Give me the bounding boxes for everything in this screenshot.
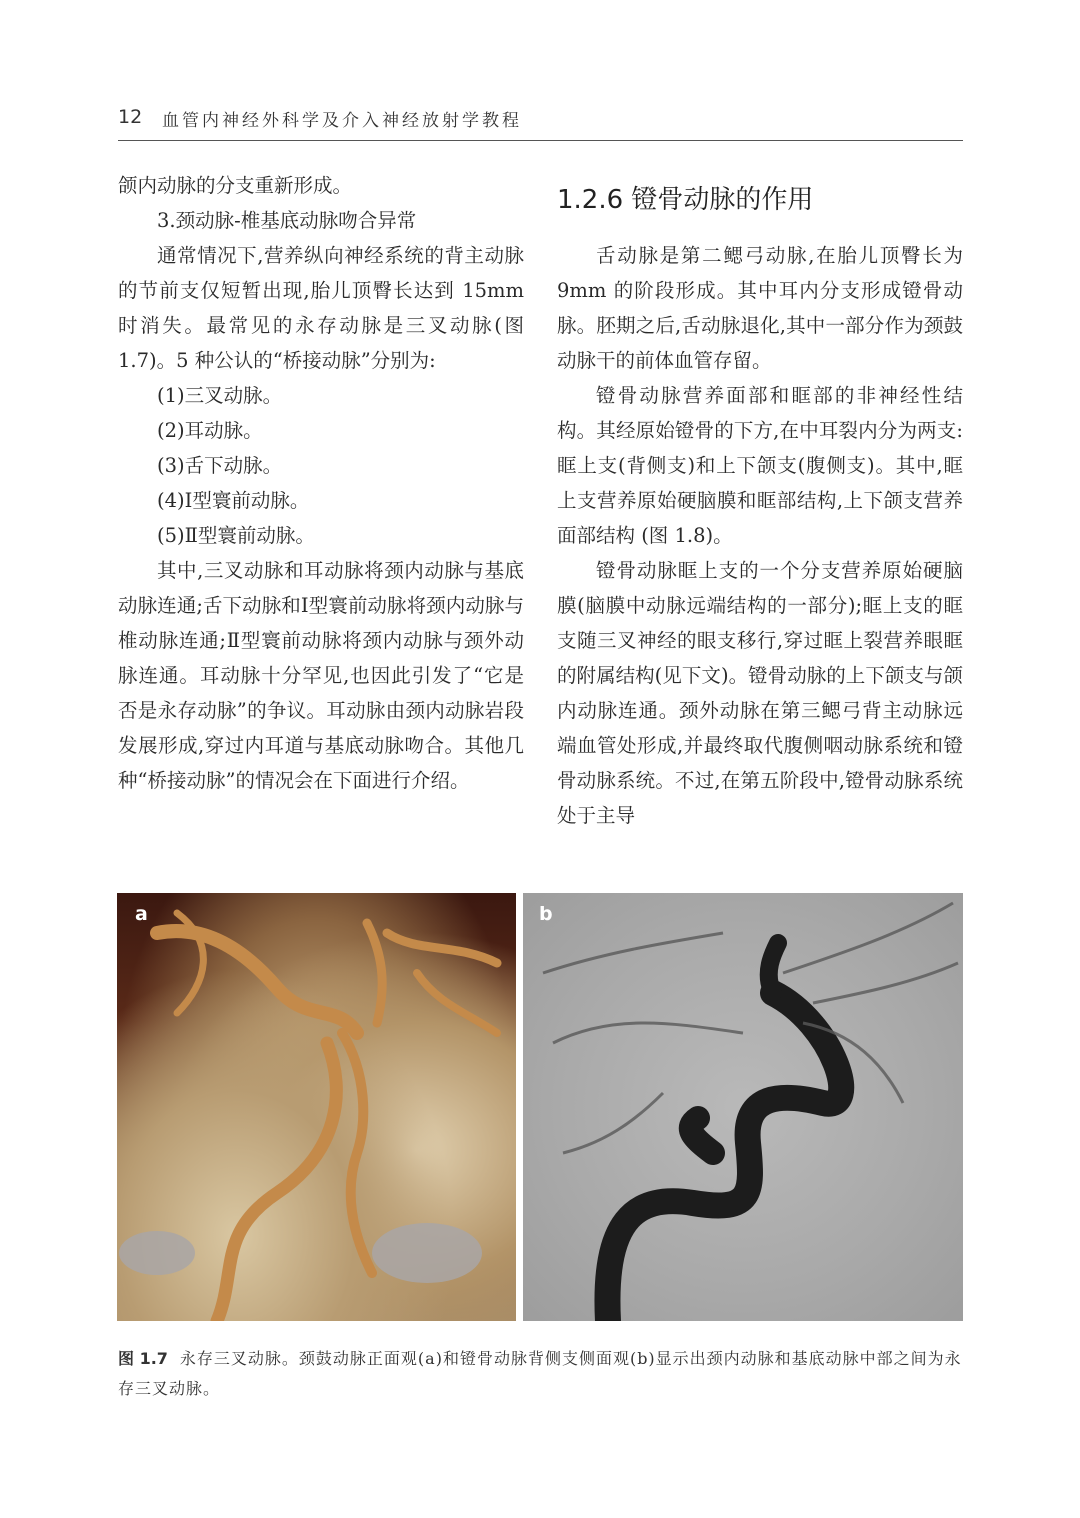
- vessel: [387, 933, 497, 963]
- paragraph: 其中,三叉动脉和耳动脉将颈内动脉与基底动脉连通;舌下动脉和Ⅰ型寰前动脉将颈内动脉与椎动脉连通;Ⅱ型寰前动脉将颈内动脉与颈外动脉连通。耳动脉十分罕见,也因此引发了“它是否是永存动脉”的争议。耳动脉由颈内动脉岩段发展形成,穿过内耳道与基底动脉吻合。其他几种“桥接动脉”的情况会在下面进行介绍。: [118, 559, 524, 792]
- caption-text: 永存三叉动脉。颈鼓动脉正面观(a)和镫骨动脉背侧支侧面观(b)显示出颈内动脉和基底动脉中部之间为永存三叉动脉。: [118, 1349, 962, 1398]
- vessel-branch: [543, 933, 723, 973]
- book-title: 血管内神经外科学及介入神经放射学教程: [162, 111, 522, 131]
- list-item: (1)三叉动脉。: [157, 384, 283, 407]
- list-item: (4)Ⅰ型寰前动脉。: [157, 489, 310, 512]
- vessel-illustration-a: [117, 893, 516, 1321]
- right-column: [557, 168, 963, 833]
- vessel-branch: [563, 1093, 663, 1153]
- vessel: [417, 973, 497, 1033]
- vessel: [367, 923, 382, 1023]
- bone-highlight: [119, 1231, 195, 1275]
- figure-caption: [118, 1344, 966, 1404]
- paragraph: 颌内动脉的分支重新形成。: [118, 174, 353, 197]
- vessel-branch: [813, 963, 958, 1003]
- vessel-branch: [553, 1023, 743, 1043]
- vessel-branch: [783, 903, 953, 973]
- vessel: [217, 1043, 336, 1321]
- artery: [769, 943, 778, 993]
- paragraph: 镫骨动脉眶上支的一个分支营养原始硬脑膜(脑膜中动脉远端结构的一部分);眶上支的眶支随三叉神经的眼支移行,穿过眶上裂营养眼眶的附属结构(见下文)。镫骨动脉的上下颌支与颌内动脉连通。颈外动脉在第三鳃弓背主动脉远端血管处形成,并最终取代腹侧咽动脉系统和镫骨动脉系统。不过,在第五阶段中,镫骨动脉系统处于主导: [557, 559, 963, 827]
- bone-highlight: [372, 1223, 482, 1283]
- subheading: 3.颈动脉-椎基底动脉吻合异常: [157, 209, 417, 232]
- page-number: 12: [118, 106, 143, 128]
- aneurysm-like-loop: [691, 1118, 713, 1153]
- figure-panel-b-dsa: [523, 893, 963, 1321]
- left-column: [118, 168, 524, 798]
- running-header: [118, 100, 963, 141]
- panel-label-a: a: [135, 903, 148, 925]
- vessel-illustration-b: [523, 893, 963, 1321]
- paragraph: 舌动脉是第二鳃弓动脉,在胎儿顶臀长为 9mm 的阶段形成。其中耳内分支形成镫骨动脉。胚期之后,舌动脉退化,其中一部分作为颈鼓动脉干的前体血管存留。: [557, 244, 963, 372]
- section-title: 1.2.6 镫骨动脉的作用: [557, 185, 814, 215]
- panel-label-b: b: [539, 903, 553, 925]
- vessel: [157, 931, 357, 1033]
- caption-label: 图 1.7: [118, 1349, 168, 1368]
- list-item: (3)舌下动脉。: [157, 454, 283, 477]
- list-item: (5)Ⅱ型寰前动脉。: [157, 524, 315, 547]
- figure-panel-a-3d-angiography: [117, 893, 516, 1321]
- artery: [607, 993, 841, 1321]
- paragraph: 镫骨动脉营养面部和眶部的非神经性结构。其经原始镫骨的下方,在中耳裂内分为两支:眶上支(背侧支)和上下颌支(腹侧支)。其中,眶上支营养原始硬脑膜和眶部结构,上下颌支营养面部结构 (图 1.8)。: [557, 384, 963, 547]
- list-item: (2)耳动脉。: [157, 419, 263, 442]
- paragraph: 通常情况下,营养纵向神经系统的背主动脉的节前支仅短暂出现,胎儿顶臀长达到 15mm 时消失。最常见的永存动脉是三叉动脉(图 1.7)。5 种公认的“桥接动脉”分别为:: [118, 244, 524, 372]
- vessel: [342, 1033, 372, 1273]
